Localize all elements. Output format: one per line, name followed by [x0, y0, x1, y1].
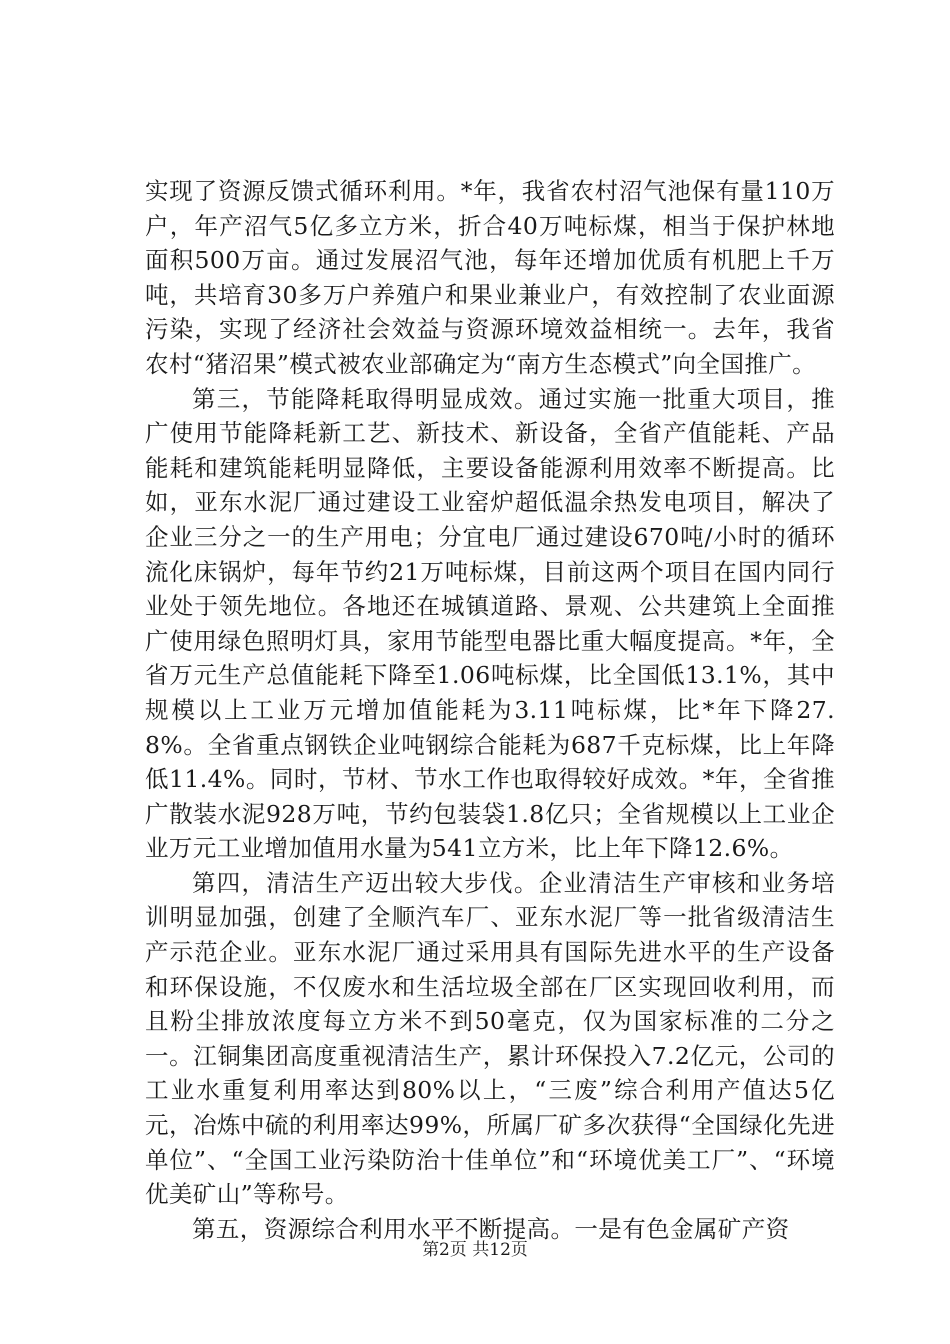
- paragraph-1: 实现了资源反馈式循环利用。*年，我省农村沼气池保有量110万户，年产沼气5亿多立方米，折合40万吨标煤，相当于保护林地面积500万亩。通过发展沼气池，每年还增加优质有机肥上千万吨，共培育30多万户养殖户和果业兼业户，有效控制了农业面源污染，实现了经济社会效益与资源环境效益相统一。去年，我省农村“猪沼果”模式被农业部确定为“南方生态模式”向全国推广。: [145, 177, 835, 378]
- paragraph-3: 第四，清洁生产迈出较大步伐。企业清洁生产审核和业务培训明显加强，创建了全顺汽车厂、亚东水泥厂等一批省级清洁生产示范企业。亚东水泥厂通过采用具有国际先进水平的生产设备和环保设施，不仅废水和生活垃圾全部在厂区实现回收利用，而且粉尘排放浓度每立方米不到50毫克，仅为国家标准的二分之一。江铜集团高度重视清洁生产，累计环保投入7.2亿元，公司的工业水重复利用率达到80%以上，“三废”综合利用产值达5亿元，冶炼中硫的利用率达99%，所属厂矿多次获得“全国绿化先进单位”、“全国工业污染防治十佳单位”和“环境优美工厂”、“环境优美矿山”等称号。: [145, 868, 835, 1209]
- page-footer: 第2页 共12页: [422, 1240, 528, 1260]
- document-body: [145, 174, 835, 1246]
- paragraph-2: 第三，节能降耗取得明显成效。通过实施一批重大项目，推广使用节能降耗新工艺、新技术、新设备，全省产值能耗、产品能耗和建筑能耗明显降低，主要设备能源利用效率不断提高。比如，亚东水泥厂通过建设工业窑炉超低温余热发电项目，解决了企业三分之一的生产用电；分宜电厂通过建设670吨/小时的循环流化床锅炉，每年节约21万吨标煤，目前这两个项目在国内同行业处于领先地位。各地还在城镇道路、景观、公共建筑上全面推广使用绿色照明灯具，家用节能型电器比重大幅度提高。*年，全省万元生产总值能耗下降至1.06吨标煤，比全国低13.1%，其中规模以上工业万元增加值能耗为3.11吨标煤，比*年下降27.8%。全省重点钢铁企业吨钢综合能耗为687千克标煤，比上年降低11.4%。同时，节材、节水工作也取得较好成效。*年，全省推广散装水泥928万吨，节约包装袋1.8亿只；全省规模以上工业企业万元工业增加值用水量为541立方米，比上年下降12.6%。: [145, 384, 835, 863]
- paragraph-4: 第五，资源综合利用水平不断提高。一是有色金属矿产资: [192, 1214, 790, 1243]
